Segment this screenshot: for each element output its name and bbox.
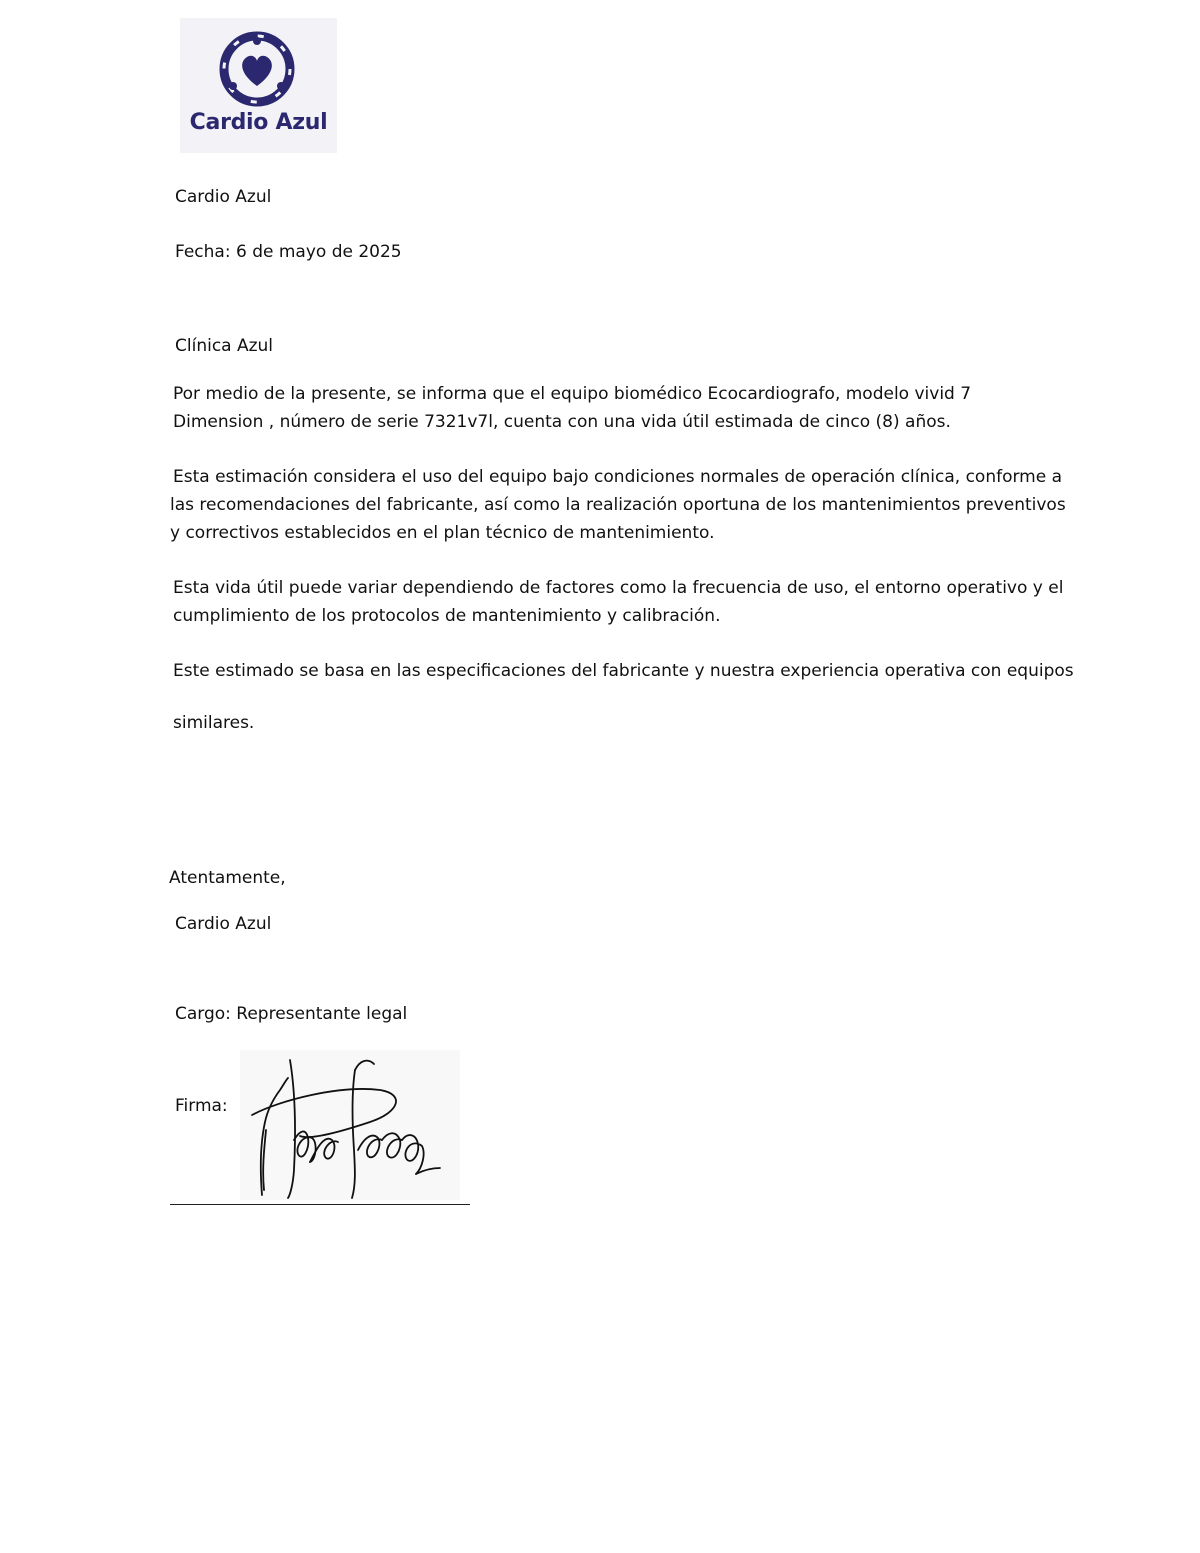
signature-label: Firma: <box>175 1096 228 1116</box>
signer-title: Cargo: Representante legal <box>175 1004 408 1024</box>
signature-line <box>170 1204 470 1205</box>
heart-emblem-icon <box>216 28 298 110</box>
body-paragraph-1-line-2: Dimension , número de serie 7321v7l, cuenta con una vida útil estimada de cinco (8) años. <box>173 412 951 432</box>
logo-wordmark: Cardio Azul <box>189 110 328 135</box>
sender-name: Cardio Azul <box>175 187 272 207</box>
handwritten-signature <box>240 1050 460 1200</box>
recipient-name: Clínica Azul <box>175 336 274 356</box>
body-paragraph-3-line-2: cumplimiento de los protocolos de mantenimiento y calibración. <box>173 606 721 626</box>
body-paragraph-3-line-1: Esta vida útil puede variar dependiendo de factores como la frecuencia de uso, el entorno operativo y el <box>173 578 1064 598</box>
body-paragraph-4-line-2: similares. <box>173 713 255 733</box>
body-paragraph-2-line-3: y correctivos establecidos en el plan técnico de mantenimiento. <box>170 523 715 543</box>
body-paragraph-2-line-2: las recomendaciones del fabricante, así como la realización oportuna de los mantenimientos preventivos <box>170 495 1066 515</box>
closing-salutation: Atentamente, <box>169 868 286 888</box>
body-paragraph-2-line-1: Esta estimación considera el uso del equipo bajo condiciones normales de operación clínica, conforme a <box>173 467 1063 487</box>
company-logo <box>180 18 337 153</box>
body-paragraph-4-line-1: Este estimado se basa en las especificaciones del fabricante y nuestra experiencia operativa con equipos <box>173 661 1074 681</box>
closing-company: Cardio Azul <box>175 914 272 934</box>
body-paragraph-1-line-1: Por medio de la presente, se informa que el equipo biomédico Ecocardiografo, modelo vivid 7 <box>173 384 972 404</box>
date-line: Fecha: 6 de mayo de 2025 <box>175 242 402 262</box>
